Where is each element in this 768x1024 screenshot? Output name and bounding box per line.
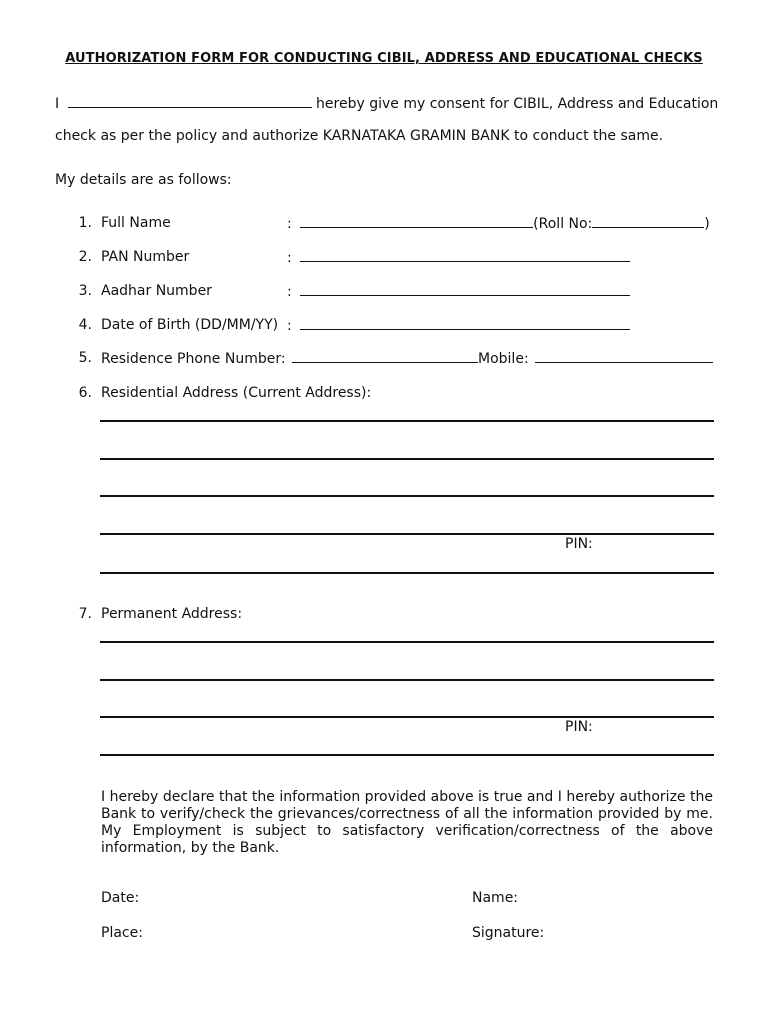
name-blank[interactable] bbox=[68, 95, 312, 108]
permanent-address-line[interactable] bbox=[100, 641, 714, 643]
roll-no-label: (Roll No: bbox=[533, 216, 593, 232]
field-separator: : bbox=[287, 284, 292, 300]
consent-prefix: I bbox=[55, 96, 60, 112]
mobile-label: Mobile: bbox=[478, 351, 529, 367]
field-separator: : bbox=[287, 250, 292, 266]
permanent-address-line[interactable] bbox=[100, 679, 714, 681]
field-7-number: 7. bbox=[78, 606, 92, 622]
form-title: AUTHORIZATION FORM FOR CONDUCTING CIBIL, ADDRESS AND EDUCATIONAL CHECKS bbox=[65, 51, 703, 66]
pan-label: PAN Number bbox=[101, 249, 190, 265]
residential-address-line[interactable] bbox=[100, 533, 714, 535]
aadhar-blank[interactable] bbox=[300, 283, 630, 296]
aadhar-row bbox=[287, 283, 630, 300]
mobile-blank[interactable] bbox=[535, 350, 713, 363]
field-4-number: 4. bbox=[78, 317, 92, 333]
residence-phone-label: Residence Phone Number: bbox=[101, 351, 286, 367]
permanent-address-label: Permanent Address: bbox=[101, 606, 243, 622]
residential-address-line[interactable] bbox=[100, 495, 714, 497]
signature-label: Signature: bbox=[472, 925, 545, 941]
details-intro: My details are as follows: bbox=[55, 172, 232, 188]
place-label: Place: bbox=[101, 925, 143, 941]
permanent-address-line[interactable] bbox=[100, 754, 714, 756]
residential-address-line[interactable] bbox=[100, 572, 714, 574]
full-name-row bbox=[287, 215, 710, 232]
name-label: Name: bbox=[472, 890, 519, 906]
field-separator: : bbox=[287, 216, 292, 232]
field-5-number: 5. bbox=[78, 350, 92, 366]
full-name-label: Full Name bbox=[101, 215, 171, 231]
field-1-number: 1. bbox=[78, 215, 92, 231]
roll-no-blank[interactable] bbox=[592, 215, 704, 228]
permanent-pin-label: PIN: bbox=[565, 719, 593, 735]
roll-no-close: ) bbox=[704, 216, 710, 232]
residential-address-line[interactable] bbox=[100, 420, 714, 422]
residence-phone-blank[interactable] bbox=[292, 350, 478, 363]
date-label: Date: bbox=[101, 890, 140, 906]
dob-row bbox=[287, 317, 630, 334]
dob-label: Date of Birth (DD/MM/YY) bbox=[101, 317, 279, 333]
consent-line-2: check as per the policy and authorize KARNATAKA GRAMIN BANK to conduct the same. bbox=[55, 128, 664, 144]
aadhar-label: Aadhar Number bbox=[101, 283, 212, 299]
dob-blank[interactable] bbox=[300, 317, 630, 330]
full-name-blank[interactable] bbox=[300, 215, 533, 228]
phone-row bbox=[101, 350, 713, 367]
field-separator: : bbox=[287, 318, 292, 334]
field-6-number: 6. bbox=[78, 385, 92, 401]
consent-line-1 bbox=[55, 95, 718, 112]
pan-row bbox=[287, 249, 630, 266]
permanent-address-line[interactable] bbox=[100, 716, 714, 718]
consent-line-1-text: hereby give my consent for CIBIL, Address and Education bbox=[316, 96, 719, 112]
declaration-text: I hereby declare that the information provided above is true and I hereby authorize the Bank to verify/check the grievances/correctness of all the information provided by me. My Employment is subject to satisfactory verification/correctness of the above information, by the Bank. bbox=[101, 789, 713, 856]
field-3-number: 3. bbox=[78, 283, 92, 299]
residential-address-line[interactable] bbox=[100, 458, 714, 460]
residential-address-label: Residential Address (Current Address): bbox=[101, 385, 372, 401]
residential-pin-label: PIN: bbox=[565, 536, 593, 552]
pan-blank[interactable] bbox=[300, 249, 630, 262]
field-2-number: 2. bbox=[78, 249, 92, 265]
